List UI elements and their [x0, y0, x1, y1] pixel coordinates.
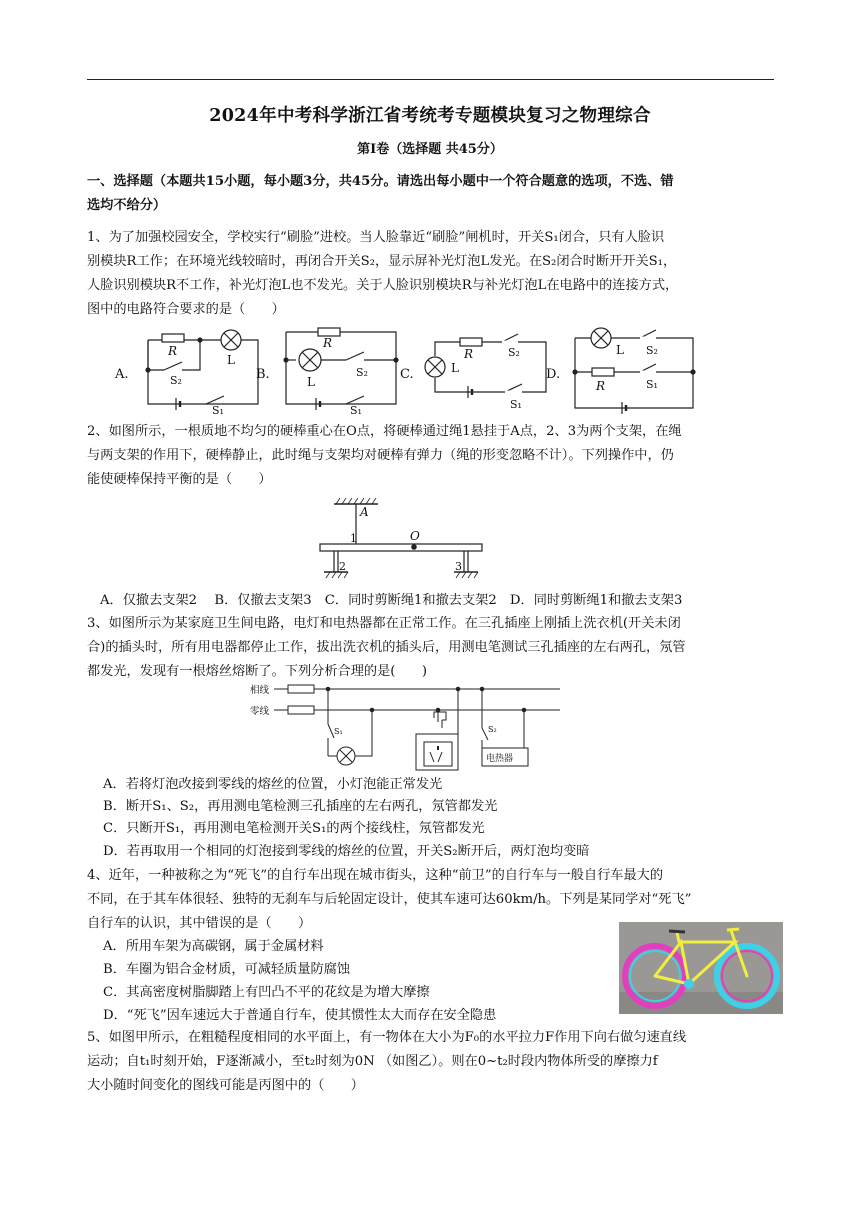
fixed-gear-bicycle-photo: [619, 922, 783, 1014]
q5-line: 运动；自t₁时刻开始，F逐渐减小，至t₂时刻为0N （如图乙）。则在0~t₂时段内物体所受的摩擦力f: [87, 1054, 658, 1069]
question-2: [87, 420, 777, 492]
section-subtitle: 第Ⅰ卷（选择题 共45分）: [357, 142, 503, 157]
q3-option-a: A．若将灯泡改接到零线的熔丝的位置，小灯泡能正常发光: [103, 777, 443, 792]
svg-text:S₂: S₂: [170, 374, 182, 387]
q1-line: 人脸识别模块R不工作，补光灯泡L也不发光。关于人脸识别模块R与补光灯泡L在电路中的连接方式，: [87, 278, 679, 293]
svg-text:S₂: S₂: [488, 725, 497, 734]
q4-option-a: A．所用车架为高碳钢，属于金属材料: [103, 939, 324, 954]
section-heading: [87, 170, 777, 218]
q4-option-c: C．其高密度树脂脚踏上有凹凸不平的花纹是为增大摩擦: [103, 985, 430, 1000]
q2-options: A．仅撤去支架2 B．仅撤去支架3 C．同时剪断绳1和撤去支架2 D．同时剪断绳1和撤去支架3: [100, 593, 683, 608]
option-b-label: B.: [256, 367, 270, 382]
svg-text:R: R: [323, 336, 333, 350]
label-support-3: 3: [455, 560, 462, 573]
q4-option-b: B．车圈为铝合金材质，可减轻质量防腐蚀: [103, 962, 351, 977]
label-o: O: [410, 529, 420, 543]
question-3: [87, 612, 777, 684]
neutral-wire-label: 零线: [250, 706, 270, 717]
svg-text:L: L: [307, 375, 315, 389]
top-rule: [87, 79, 774, 80]
q2-lever-figure: [314, 496, 500, 588]
svg-text:S₁: S₁: [334, 727, 343, 736]
svg-text:S₁: S₁: [510, 398, 522, 411]
q4-line: 自行车的认识，其中错误的是（ ）: [87, 916, 312, 931]
svg-text:S₂: S₂: [508, 346, 520, 359]
svg-text:S₂: S₂: [356, 366, 368, 379]
svg-text:S₁: S₁: [646, 378, 658, 391]
q3-option-d: D．若再取用一个相同的灯泡接到零线的熔丝的位置，开关S₂断开后，两灯泡均变暗: [103, 844, 590, 859]
q2-line: 能使硬棒保持平衡的是（ ）: [87, 472, 272, 487]
q5-line: 5、如图甲所示，在粗糙程度相同的水平面上，有一物体在大小为F₀的水平拉力F作用下向右做匀速直线: [87, 1030, 687, 1045]
q3-household-circuit: [248, 682, 566, 772]
svg-text:S₂: S₂: [646, 344, 658, 357]
q5-line: 大小随时间变化的图线可能是丙图中的（ ）: [87, 1078, 364, 1093]
svg-text:S₁: S₁: [212, 404, 224, 414]
section-line: 选均不给分）: [87, 198, 167, 213]
page-title: 2024年中考科学浙江省考统考专题模块复习之物理综合: [209, 106, 651, 126]
q4-line: 不同，在于其车体很轻、独特的无刹车与后轮固定设计，使其车速可达60km/h。下列是某同学对“死飞”: [87, 892, 692, 907]
svg-text:R: R: [596, 379, 606, 393]
section-line: 一、选择题（本题共15小题，每小题3分，共45分。请选出每小题中一个符合题意的选项，不选、错: [87, 174, 674, 189]
label-a: A: [360, 505, 369, 519]
q3-option-b: B．断开S₁、S₂，再用测电笔检测三孔插座的左右两孔，氖管都发光: [103, 799, 498, 814]
q2-line: 与两支架的作用下，硬棒静止，此时绳与支架均对硬棒有弹力（绳的形变忽略不计）。下列操作中，仍: [87, 448, 674, 463]
svg-text:R: R: [168, 344, 178, 358]
svg-text:L: L: [227, 353, 235, 367]
circuit-d: [573, 328, 695, 414]
q4-line: 4、近年，一种被称之为“死飞”的自行车出现在城市街头，这种“前卫”的自行车与一般自行车最大的: [87, 868, 664, 883]
option-a-label: A.: [115, 367, 129, 382]
svg-text:L: L: [451, 361, 459, 375]
heater-label: 电热器: [486, 754, 514, 764]
q1-line: 1、为了加强校园安全，学校实行“刷脸”进校。当人脸靠近“刷脸”闸机时，开关S₁闭合，只有人脸识: [87, 230, 665, 245]
q4-option-d: D．“死飞”因车速远大于普通自行车，使其惯性太大而存在安全隐患: [103, 1008, 497, 1023]
circuit-b: [284, 328, 398, 414]
label-support-2: 2: [339, 560, 346, 573]
q1-line: 图中的电路符合要求的是（ ）: [87, 302, 285, 317]
q1-circuit-figure: [110, 322, 700, 414]
q2-line: 2、如图所示，一根质地不均匀的硬棒重心在O点，将硬棒通过绳1悬挂于A点，2、3为两个支架，在绳: [87, 424, 682, 439]
option-d-label: D.: [546, 367, 561, 382]
svg-text:S₁: S₁: [350, 404, 362, 414]
question-5: [87, 1026, 777, 1098]
q1-line: 别模块R工作；在环境光线较暗时，再闭合开关S₂，显示屏补光灯泡L发光。在S₂闭合时断开开关S₁，: [87, 254, 677, 269]
svg-text:R: R: [464, 347, 474, 361]
question-1: [87, 226, 777, 322]
q3-line: 合)的插头时，所有用电器都停止工作，拔出洗衣机的插头后，用测电笔测试三孔插座的左右两孔，氖管: [87, 640, 686, 655]
label-rope-1: 1: [350, 532, 357, 545]
circuit-c: [425, 334, 546, 411]
option-c-label: C.: [400, 367, 414, 382]
svg-text:L: L: [616, 343, 624, 357]
live-wire-label: 相线: [250, 685, 270, 696]
q3-line: 3、如图所示为某家庭卫生间电路，电灯和电热器都在正常工作。在三孔插座上刚插上洗衣机(开关未闭: [87, 616, 681, 631]
circuit-a: [146, 330, 258, 414]
q3-line: 都发光，发现有一根熔丝熔断了。下列分析合理的是( ): [87, 664, 427, 679]
q3-option-c: C．只断开S₁，再用测电笔检测开关S₁的两个接线柱，氖管都发光: [103, 821, 485, 836]
